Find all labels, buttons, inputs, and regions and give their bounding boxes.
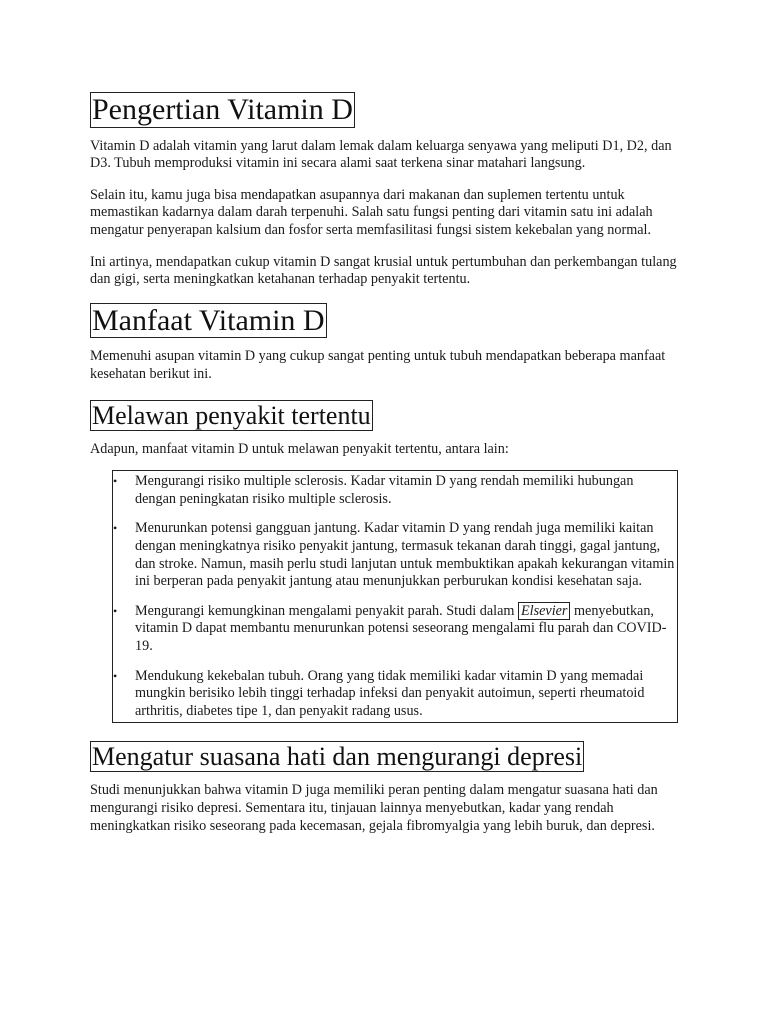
list-item-text: Menurunkan potensi gangguan jantung. Kadar vitamin D yang rendah juga memiliki kaitan dengan meningkatnya risiko penyakit jantung, termasuk tekanan darah tinggi, gagal jantung, dan stroke. Namun, masih perlu studi lanjutan untuk membuktikan apakah kekurangan vitamin ini berperan pada penyakit jantung atau menunjukkan perburukan kondisi kesehatan saja.	[135, 520, 675, 590]
list-item-text: Mendukung kekebalan tubuh. Orang yang tidak memiliki kadar vitamin D yang memadai mungkin berisiko lebih tinggi terhadap infeksi dan penyakit autoimun, seperti rheumatoid arthritis, diabetes tipe 1, dan penyakit radang usus.	[135, 667, 645, 719]
paragraph-benefits-intro: Memenuhi asupan vitamin D yang cukup sangat penting untuk tubuh mendapatkan beberapa manfaat kesehatan berikut ini.	[90, 348, 666, 382]
paragraph-mood: Studi menunjukkan bahwa vitamin D juga memiliki peran penting dalam mengatur suasana hati dan mengurangi risiko depresi. Sementara itu, tinjauan lainnya menyebutkan, kadar yang rendah meningkatkan risiko seseorang pada kecemasan, gejala fibromyalgia yang lebih buruk, dan depresi.	[90, 782, 658, 834]
bullet-icon: •	[113, 603, 118, 618]
heading-suasana-hati: Mengatur suasana hati dan mengurangi depresi	[92, 742, 583, 772]
benefits-list	[112, 470, 678, 723]
list-item	[113, 667, 677, 721]
paragraph-disease-intro: Adapun, manfaat vitamin D untuk melawan penyakit tertentu, antara lain:	[90, 440, 509, 457]
heading-pengertian: Pengertian Vitamin D	[92, 93, 353, 126]
elsevier-link[interactable]: Elsevier	[518, 602, 570, 620]
paragraph-importance: Ini artinya, mendapatkan cukup vitamin D sangat krusial untuk pertumbuhan dan perkembangan tulang dan gigi, serta meningkatkan ketahanan terhadap penyakit tertentu.	[90, 253, 677, 288]
list-item-text: menyebutkan, vitamin D dapat membantu menurunkan potensi seseorang mengalami flu parah dan COVID-19.	[135, 602, 667, 654]
list-item	[113, 520, 677, 590]
paragraph-definition: Vitamin D adalah vitamin yang larut dalam lemak dalam keluarga senyawa yang meliputi D1, D2, dan D3. Tubuh memproduksi vitamin ini secara alami saat terkena sinar matahari langsung.	[90, 137, 672, 172]
list-item-text: Mengurangi risiko multiple sclerosis. Kadar vitamin D yang rendah memiliki hubungan dengan peningkatan risiko multiple sclerosis.	[135, 473, 634, 507]
document-page	[90, 92, 680, 835]
heading-melawan-penyakit: Melawan penyakit tertentu	[92, 400, 371, 430]
list-item-text: Mengurangi kemungkinan mengalami penyakit parah. Studi dalam	[135, 602, 515, 619]
list-item	[113, 473, 677, 508]
bullet-icon: •	[113, 474, 118, 489]
paragraph-sources: Selain itu, kamu juga bisa mendapatkan asupannya dari makanan dan suplemen tertentu untuk memastikan kadarnya dalam darah terpenuhi. Salah satu fungsi penting dari vitamin satu ini adalah mengatur penyerapan kalsium dan fosfor serta memfasilitasi fungsi sistem kekebalan yang normal.	[90, 186, 653, 238]
list-item	[113, 602, 677, 656]
bullet-icon: •	[113, 668, 118, 683]
heading-manfaat: Manfaat Vitamin D	[92, 303, 325, 337]
bullet-icon: •	[113, 521, 118, 536]
